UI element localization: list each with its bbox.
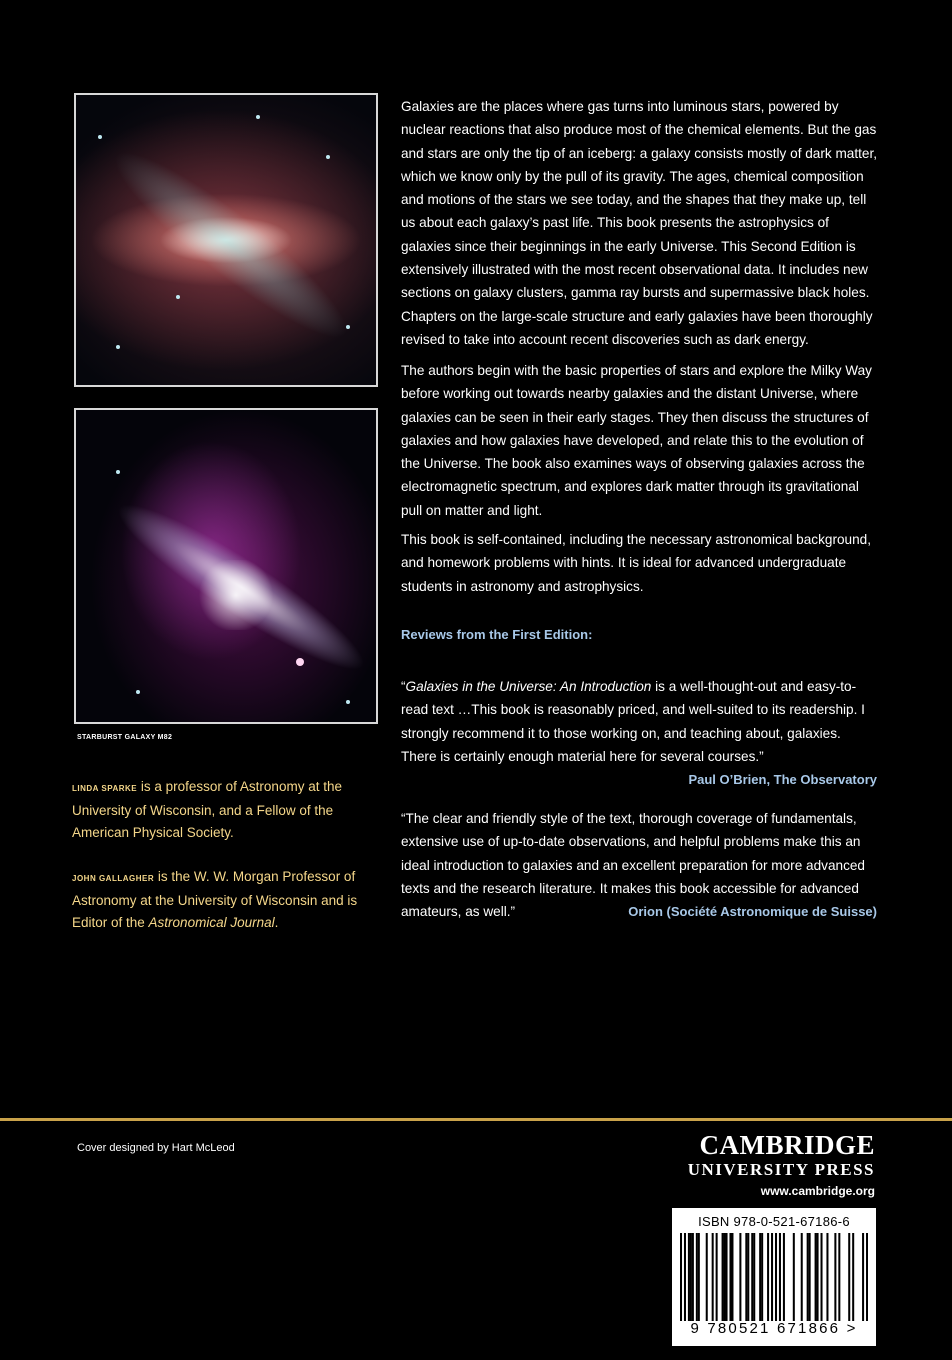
star-dot: [296, 658, 304, 666]
publisher-subtitle: UNIVERSITY PRESS: [687, 1160, 875, 1179]
barcode-bar: [866, 1233, 868, 1321]
barcode-bar: [807, 1233, 809, 1321]
barcode-bar: [690, 1233, 692, 1321]
barcode-bar: [731, 1233, 733, 1321]
barcode-bar: [716, 1233, 718, 1321]
barcode-bar: [680, 1233, 682, 1321]
review-open-quote: “: [401, 679, 406, 694]
barcode-bar: [706, 1233, 708, 1321]
author-bio-text: .: [274, 915, 279, 930]
barcode-bar: [724, 1233, 726, 1321]
star-dot: [326, 155, 330, 159]
star-dot: [98, 135, 102, 139]
barcode-bar: [745, 1233, 747, 1321]
author-bio-gallagher: [72, 866, 372, 934]
blurb-paragraph-2: The authors begin with the basic properties of stars and explore the Milky Way before working out towards nearby galaxies and the distant Universe, where galaxies can be seen in their early stages. They then discuss the structures of galaxies and how galaxies have developed, and relate this to the evolution of the Universe. The book also examines ways of observing galaxies across the electromagnetic spectrum, and explores dark matter through its gravitational pull on matter and light.: [401, 363, 872, 518]
barcode-bar: [759, 1233, 761, 1321]
barcode-bar: [775, 1233, 777, 1321]
barcode-bar: [852, 1233, 854, 1321]
barcode-bar: [726, 1233, 728, 1321]
publisher-logo: [688, 1130, 875, 1201]
barcode-bars-icon: [680, 1233, 868, 1321]
galaxy-jet-glow: [98, 132, 363, 358]
star-dot: [116, 470, 120, 474]
barcode-bar: [696, 1233, 698, 1321]
starburst-galaxy-photo: [74, 408, 378, 724]
barcode-bar: [684, 1233, 686, 1321]
star-dot: [256, 115, 260, 119]
barcode-bar: [848, 1233, 850, 1321]
barcode-bar: [793, 1233, 795, 1321]
galaxy-photo-top: [74, 93, 378, 387]
review-text: is a well-thought-out and easy-to-read text …This book is reasonably priced, and well-suited to its readership. I strongly recommend it to those working on, and teaching about, galaxies. There is certainly enough material here for several courses.”: [401, 679, 865, 764]
publisher-name: CAMBRIDGE: [699, 1130, 875, 1160]
review-book-title: Galaxies in the Universe: An Introduction: [405, 679, 652, 694]
barcode-bar: [826, 1233, 828, 1321]
reviews-heading: Reviews from the First Edition:: [401, 627, 593, 642]
review-attribution: Paul O’Brien, The Observatory: [688, 772, 877, 788]
author-bio-sparke: [72, 776, 372, 844]
barcode-bar: [747, 1233, 749, 1321]
barcode-bar: [753, 1233, 755, 1321]
author-name: LINDA SPARKE: [72, 784, 138, 793]
journal-title: Astronomical Journal: [148, 915, 275, 930]
author-bio-text: is a professor of Astronomy at the University of Wisconsin, and a Fellow of the American Physical Society.: [72, 779, 342, 840]
barcode-bar: [761, 1233, 763, 1321]
star-dot: [346, 325, 350, 329]
barcode-bar: [722, 1233, 724, 1321]
barcode-bar: [801, 1233, 803, 1321]
barcode-bar: [821, 1233, 823, 1321]
barcode-box: [672, 1208, 876, 1346]
cover-designer-credit: Cover designed by Hart McLeod: [77, 1142, 235, 1154]
barcode-bar: [712, 1233, 714, 1321]
review-text: “The clear and friendly style of the text, thorough coverage of fundamentals, extensive use of up-to-date observations, and helpful problems make this an ideal introduction to galaxies and an excellent preparation for more advanced texts and the research literature. It makes this book accessible for advanced amateurs, as well.”: [401, 811, 865, 920]
barcode-bar: [751, 1233, 753, 1321]
author-bio-text: is the W. W. Morgan Professor of Astronomy at the University of Wisconsin and is Editor of the: [72, 869, 358, 930]
gold-divider: [0, 1118, 952, 1121]
barcode-bar: [817, 1233, 819, 1321]
barcode-bar: [834, 1233, 836, 1321]
barcode-bar: [783, 1233, 785, 1321]
review-2: [401, 807, 879, 923]
barcode-bar: [692, 1233, 694, 1321]
blurb-paragraph-3: This book is self-contained, including the necessary astronomical background, and homework problems with hints. It is ideal for advanced undergraduate students in astronomy and astrophysics.: [401, 532, 871, 594]
barcode-bar: [688, 1233, 690, 1321]
barcode-digits: 9 780521 671866 >: [690, 1320, 858, 1337]
barcode-bar: [838, 1233, 840, 1321]
star-dot: [176, 295, 180, 299]
barcode-bar: [729, 1233, 731, 1321]
barcode-bar: [779, 1233, 781, 1321]
author-name: JOHN GALLAGHER: [72, 874, 155, 883]
barcode-bar: [771, 1233, 773, 1321]
review-1: [401, 675, 879, 791]
galaxy-core: [196, 560, 276, 630]
star-dot: [136, 690, 140, 694]
blurb-paragraph-1: Galaxies are the places where gas turns into luminous stars, powered by nuclear reactions that also produce most of the chemical elements. But the gas and stars are only the tip of an iceberg: a galaxy consists mostly of dark matter, which we know only by the pull of its gravity. The ages, chemical composition and motions of the stars we see today, and the shapes that they make up, tell us about each galaxy’s past life. This book presents the astrophysics of galaxies since their beginnings in the early Universe. This Second Edition is extensively illustrated with the most recent observational data. It includes new sections on galaxy clusters, gamma ray bursts and supermassive black holes. Chapters on the large-scale structure and early galaxies have been thoroughly revised to take into account recent discoveries such as dark energy.: [401, 99, 878, 347]
barcode-bar: [698, 1233, 700, 1321]
barcode-bar: [739, 1233, 741, 1321]
barcode-bar: [815, 1233, 817, 1321]
publisher-url: www.cambridge.org: [760, 1184, 875, 1198]
barcode-bar: [809, 1233, 811, 1321]
star-dot: [346, 700, 350, 704]
barcode-bar: [767, 1233, 769, 1321]
star-dot: [116, 345, 120, 349]
photo-caption: STARBURST GALAXY M82: [77, 734, 173, 741]
barcode-bar: [862, 1233, 864, 1321]
isbn-label: ISBN 978-0-521-67186-6: [698, 1214, 850, 1229]
review-attribution: Orion (Société Astronomique de Suisse): [628, 904, 877, 920]
